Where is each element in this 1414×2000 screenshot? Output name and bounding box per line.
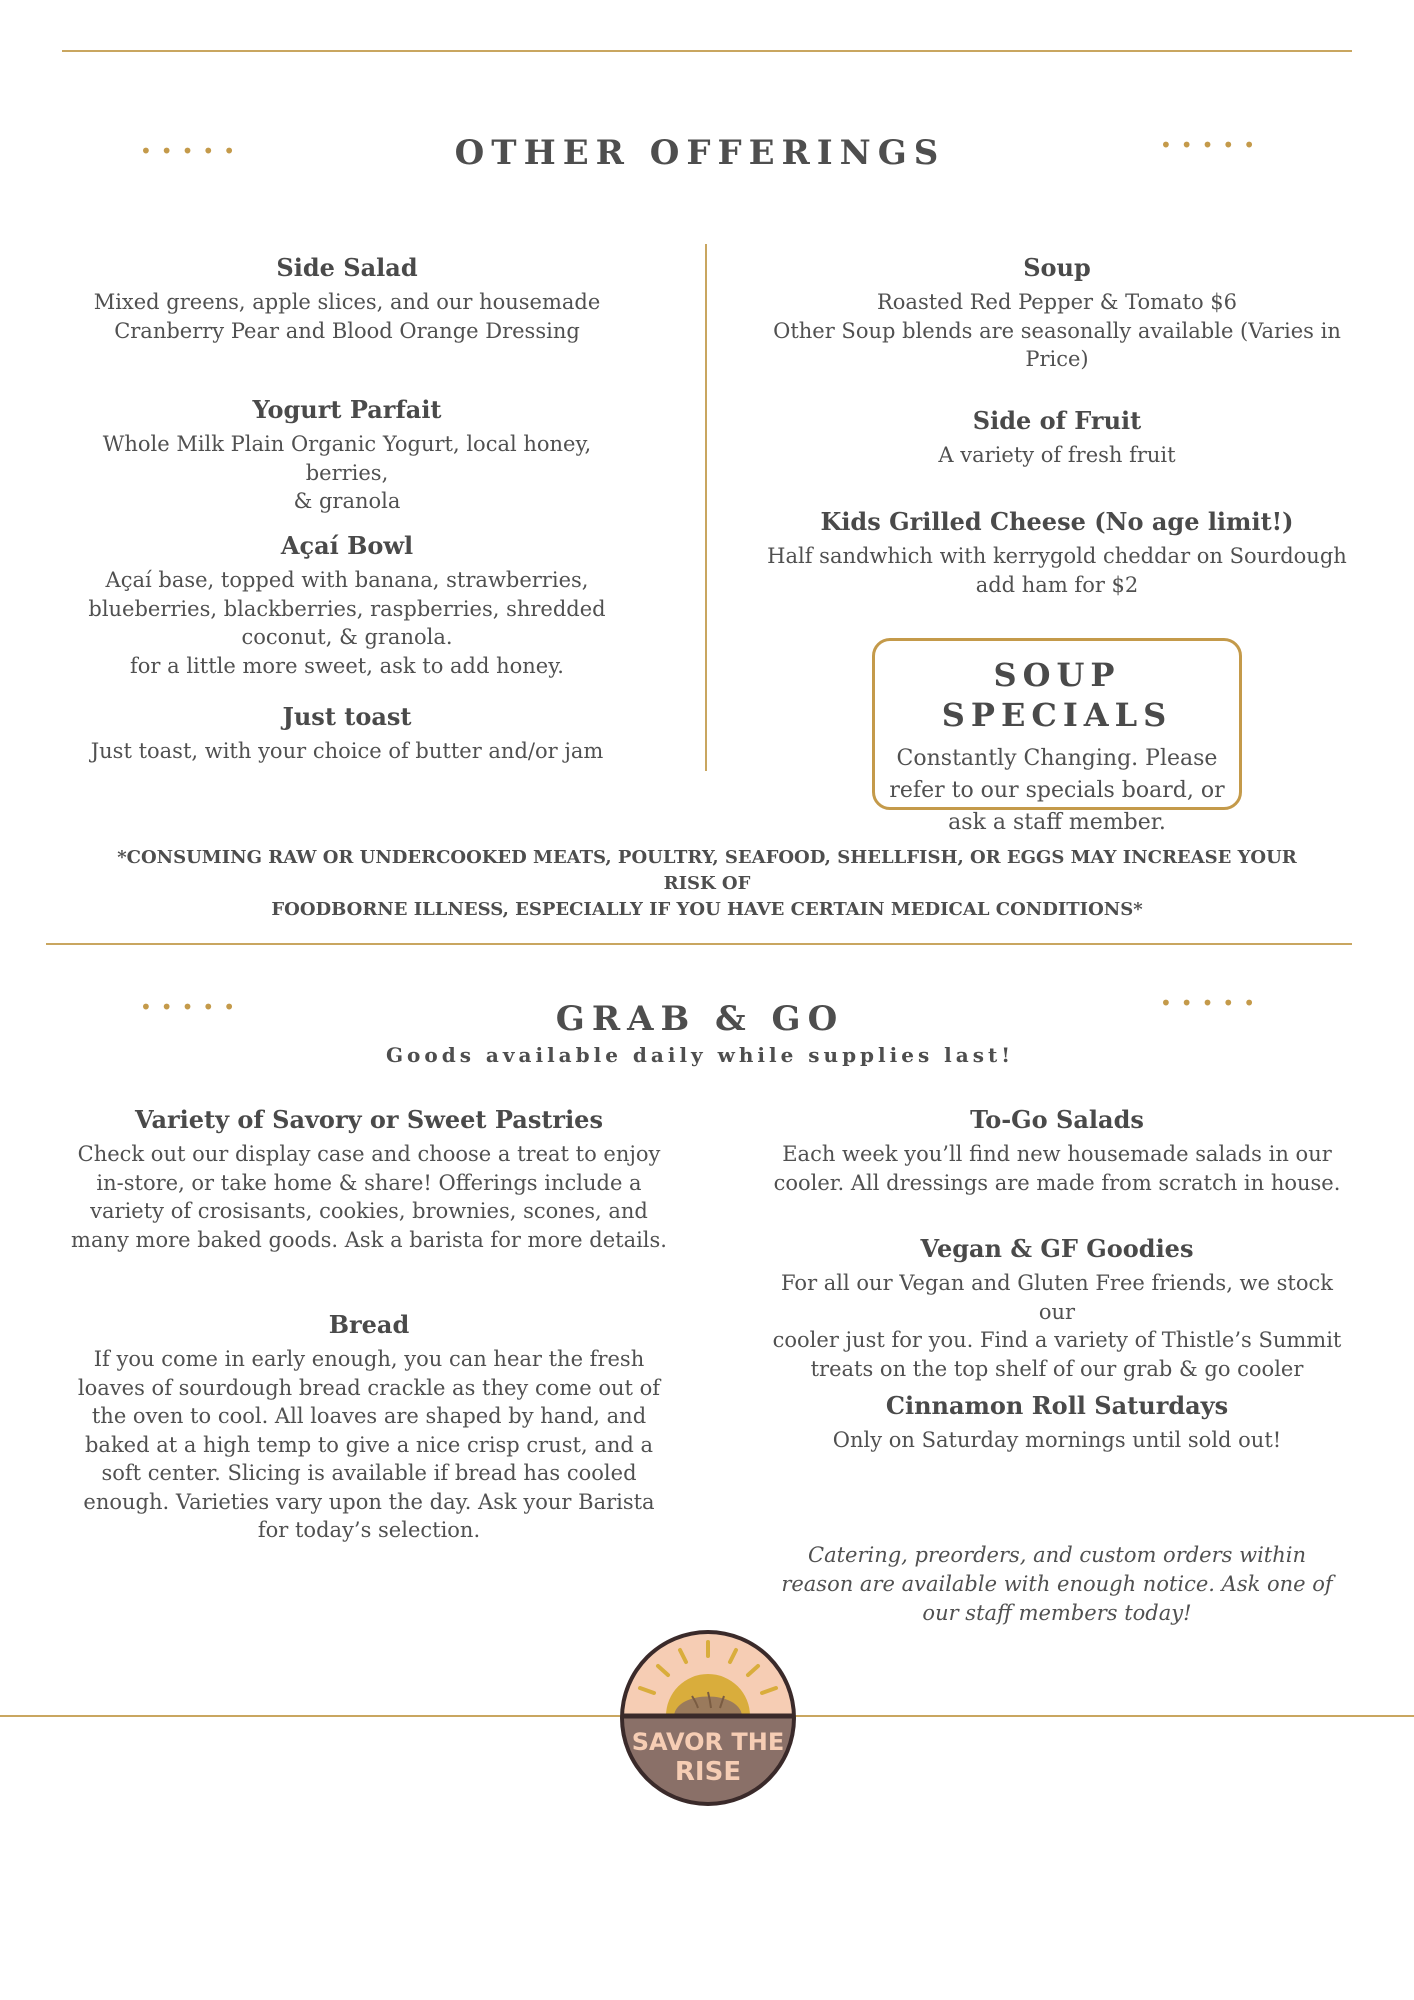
section-subtitle-grab-and-go: Goods available daily while supplies last! xyxy=(385,1043,1015,1067)
item-title: Bread xyxy=(328,1310,410,1339)
item-description: If you come in early enough, you can hear the fresh loaves of sourdough bread crackle as they come out of the oven to cool. All loaves are shaped by hand, and baked at a high temp to give a nice crisp crust, and a soft center. Slicing is available if bread has cooled enough. Varieties vary upon the day. Ask your Barista for today’s selection. xyxy=(77,1347,661,1542)
top-divider xyxy=(62,50,1352,52)
menu-item-kids-grilled-cheese xyxy=(760,507,1354,599)
item-title: Yogurt Parfait xyxy=(252,395,442,424)
item-title: Side of Fruit xyxy=(972,406,1142,435)
logo-text-line1: SAVOR THE xyxy=(631,1728,785,1756)
item-title: Açaí Bowl xyxy=(280,531,414,560)
section-title-grab-and-go: GRAB & GO xyxy=(555,999,845,1039)
menu-item-acai-bowl xyxy=(62,531,632,680)
item-description: Roasted Red Pepper & Tomato $6 Other Soup blends are seasonally available (Varies in Price) xyxy=(773,290,1341,371)
menu-item-side-of-fruit xyxy=(760,406,1354,470)
menu-item-cinnamon-roll xyxy=(760,1391,1354,1455)
item-title: Cinnamon Roll Saturdays xyxy=(885,1391,1229,1420)
soup-specials-box xyxy=(872,638,1242,835)
menu-item-yogurt-parfait xyxy=(62,395,632,516)
soup-specials-description: Constantly Changing. Please refer to our specials board, or ask a staff member. xyxy=(889,746,1225,835)
item-description: Check out our display case and choose a treat to enjoy in-store, or take home & share! Offerings include a variety of crosisants, cookies, brownies, scones, and many more baked goods. Ask a barista for more details. xyxy=(71,1142,667,1252)
decorative-dots-left: ••••• xyxy=(140,995,244,1019)
menu-item-soup xyxy=(760,253,1354,374)
menu-item-bread xyxy=(62,1310,676,1545)
item-description: A variety of fresh fruit xyxy=(938,443,1176,467)
item-description: Mixed greens, apple slices, and our housemade Cranberry Pear and Blood Orange Dressing xyxy=(93,290,601,343)
item-title: Variety of Savory or Sweet Pastries xyxy=(135,1105,603,1134)
savor-the-rise-logo xyxy=(618,1628,798,1808)
decorative-dots-right: ••••• xyxy=(1160,133,1264,157)
item-description: Whole Milk Plain Organic Yogurt, local honey, berries, & granola xyxy=(102,432,592,513)
soup-specials-title: SOUP SPECIALS xyxy=(941,656,1173,734)
item-description: Each week you’ll find new housemade salads in our cooler. All dressings are made from scratch in house. xyxy=(773,1142,1341,1195)
menu-item-side-salad xyxy=(62,253,632,345)
item-title: Vegan & GF Goodies xyxy=(920,1234,1194,1263)
item-description: Half sandwhich with kerrygold cheddar on Sourdough add ham for $2 xyxy=(767,544,1347,597)
menu-item-just-toast xyxy=(62,702,632,766)
section-title-other-offerings: OTHER OFFERINGS xyxy=(454,133,946,173)
catering-note: Catering, preorders, and custom orders within reason are available with enough notice. Ask one of our staff members today! xyxy=(781,1543,1333,1625)
decorative-dots-left: ••••• xyxy=(140,139,244,163)
menu-item-pastries xyxy=(62,1105,676,1254)
item-description: Just toast, with your choice of butter and/or jam xyxy=(90,739,604,763)
item-description: Açaí base, topped with banana, strawberries, blueberries, blackberries, raspberries, shredded coconut, & granola. for a little more sweet, ask to add honey. xyxy=(88,568,606,678)
decorative-dots-right: ••••• xyxy=(1160,991,1264,1015)
item-title: Kids Grilled Cheese (No age limit!) xyxy=(820,507,1294,536)
item-title: Soup xyxy=(1023,253,1091,282)
column-divider xyxy=(705,244,707,771)
item-title: Just toast xyxy=(282,702,412,731)
middle-divider xyxy=(46,943,1352,945)
item-description: For all our Vegan and Gluten Free friends, we stock our cooler just for you. Find a variety of Thistle’s Summit treats on the top shelf of our grab & go cooler xyxy=(772,1271,1342,1381)
item-description: Only on Saturday mornings until sold out! xyxy=(832,1428,1282,1452)
menu-item-to-go-salads xyxy=(760,1105,1354,1197)
logo-text-line2: RISE xyxy=(674,1757,742,1787)
menu-item-vegan-gf xyxy=(760,1234,1354,1383)
item-title: To-Go Salads xyxy=(970,1105,1144,1134)
food-safety-warning: *CONSUMING RAW OR UNDERCOOKED MEATS, POULTRY, SEAFOOD, SHELLFISH, OR EGGS MAY INCREASE YOUR RISK OF FOODBORNE ILLNESS, ESPECIALLY IF YOU HAVE CERTAIN MEDICAL CONDITIONS* xyxy=(117,847,1297,920)
item-title: Side Salad xyxy=(276,253,418,282)
